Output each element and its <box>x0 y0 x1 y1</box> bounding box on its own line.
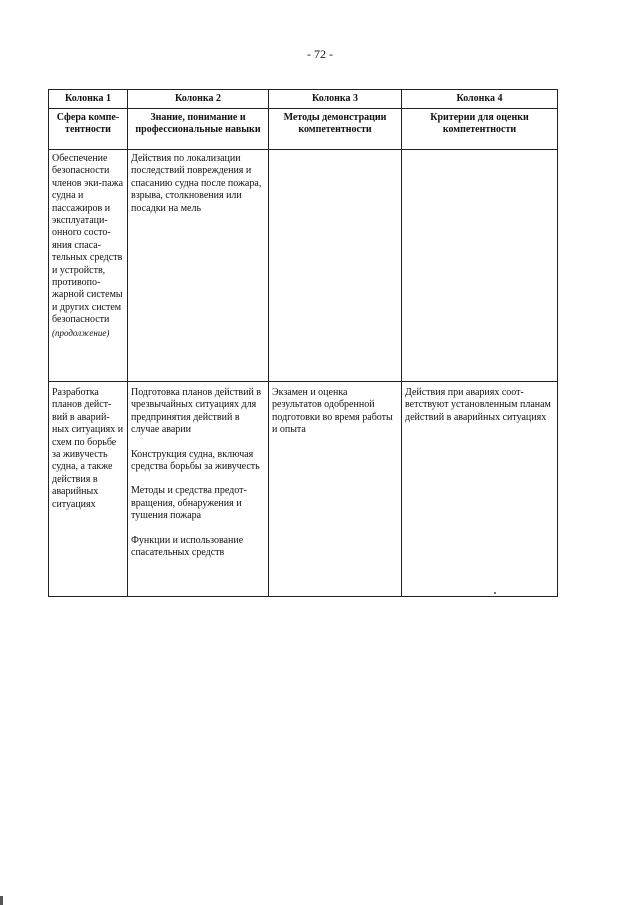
header-row <box>49 109 558 150</box>
sphere-cell: Разработка планов дейст-вий в аварий-ных ситуациях и схем по борьбе за живучесть судна, а также действия в аварийных ситуациях <box>49 382 128 597</box>
knowledge-item: Конструкция судна, включая средства борьбы за живучесть <box>131 448 260 473</box>
header-sphere: Сфера компе-тентности <box>49 109 128 150</box>
criteria-cell <box>402 150 558 382</box>
scan-speck <box>494 592 496 594</box>
table-row <box>49 150 558 382</box>
competence-table <box>48 89 558 597</box>
sphere-cell <box>49 150 128 382</box>
column-label: Колонка 2 <box>128 90 269 109</box>
criteria-cell: Действия при авариях соот-ветствуют установленным планам действий в аварийных ситуациях <box>402 382 558 597</box>
column-label: Колонка 1 <box>49 90 128 109</box>
table-row <box>49 382 558 597</box>
knowledge-item: Подготовка планов действий в чрезвычайных ситуациях для предпринятия действий в случае аварии <box>131 387 262 436</box>
column-label: Колонка 3 <box>269 90 402 109</box>
header-knowledge: Знание, понимание и профессиональные навыки <box>128 109 269 150</box>
column-label: Колонка 4 <box>402 90 558 109</box>
header-criteria: Критерии для оценки компетентности <box>402 109 558 150</box>
scan-edge-mark <box>0 896 3 905</box>
methods-cell <box>269 150 402 382</box>
page-number: - 72 - <box>307 47 333 61</box>
methods-cell: Экзамен и оценка результатов одобренной подготовки во время работы и опыта <box>269 382 402 597</box>
sphere-text: Обеспечение безопасности членов эки-пажа судна и пассажиров и эксплуатаци-онного состо-яния спаса-тельных средств и устройств, противопо-жарной системы и других систем безопасности <box>52 153 124 326</box>
knowledge-cell <box>128 382 269 597</box>
knowledge-item: Методы и средства предот-вращения, обнаружения и тушения пожара <box>131 485 247 522</box>
continuation-note: (продолжение) <box>52 327 110 338</box>
knowledge-item: Функции и использование спасательных средств <box>131 534 244 559</box>
column-number-row <box>49 90 558 109</box>
knowledge-cell <box>128 150 269 382</box>
knowledge-item: Действия по локализации последствий повреждения и спасанию судна после пожара, взрыва, столкновения или посадки на мель <box>131 153 262 214</box>
header-methods: Методы демонстрации компетентности <box>269 109 402 150</box>
